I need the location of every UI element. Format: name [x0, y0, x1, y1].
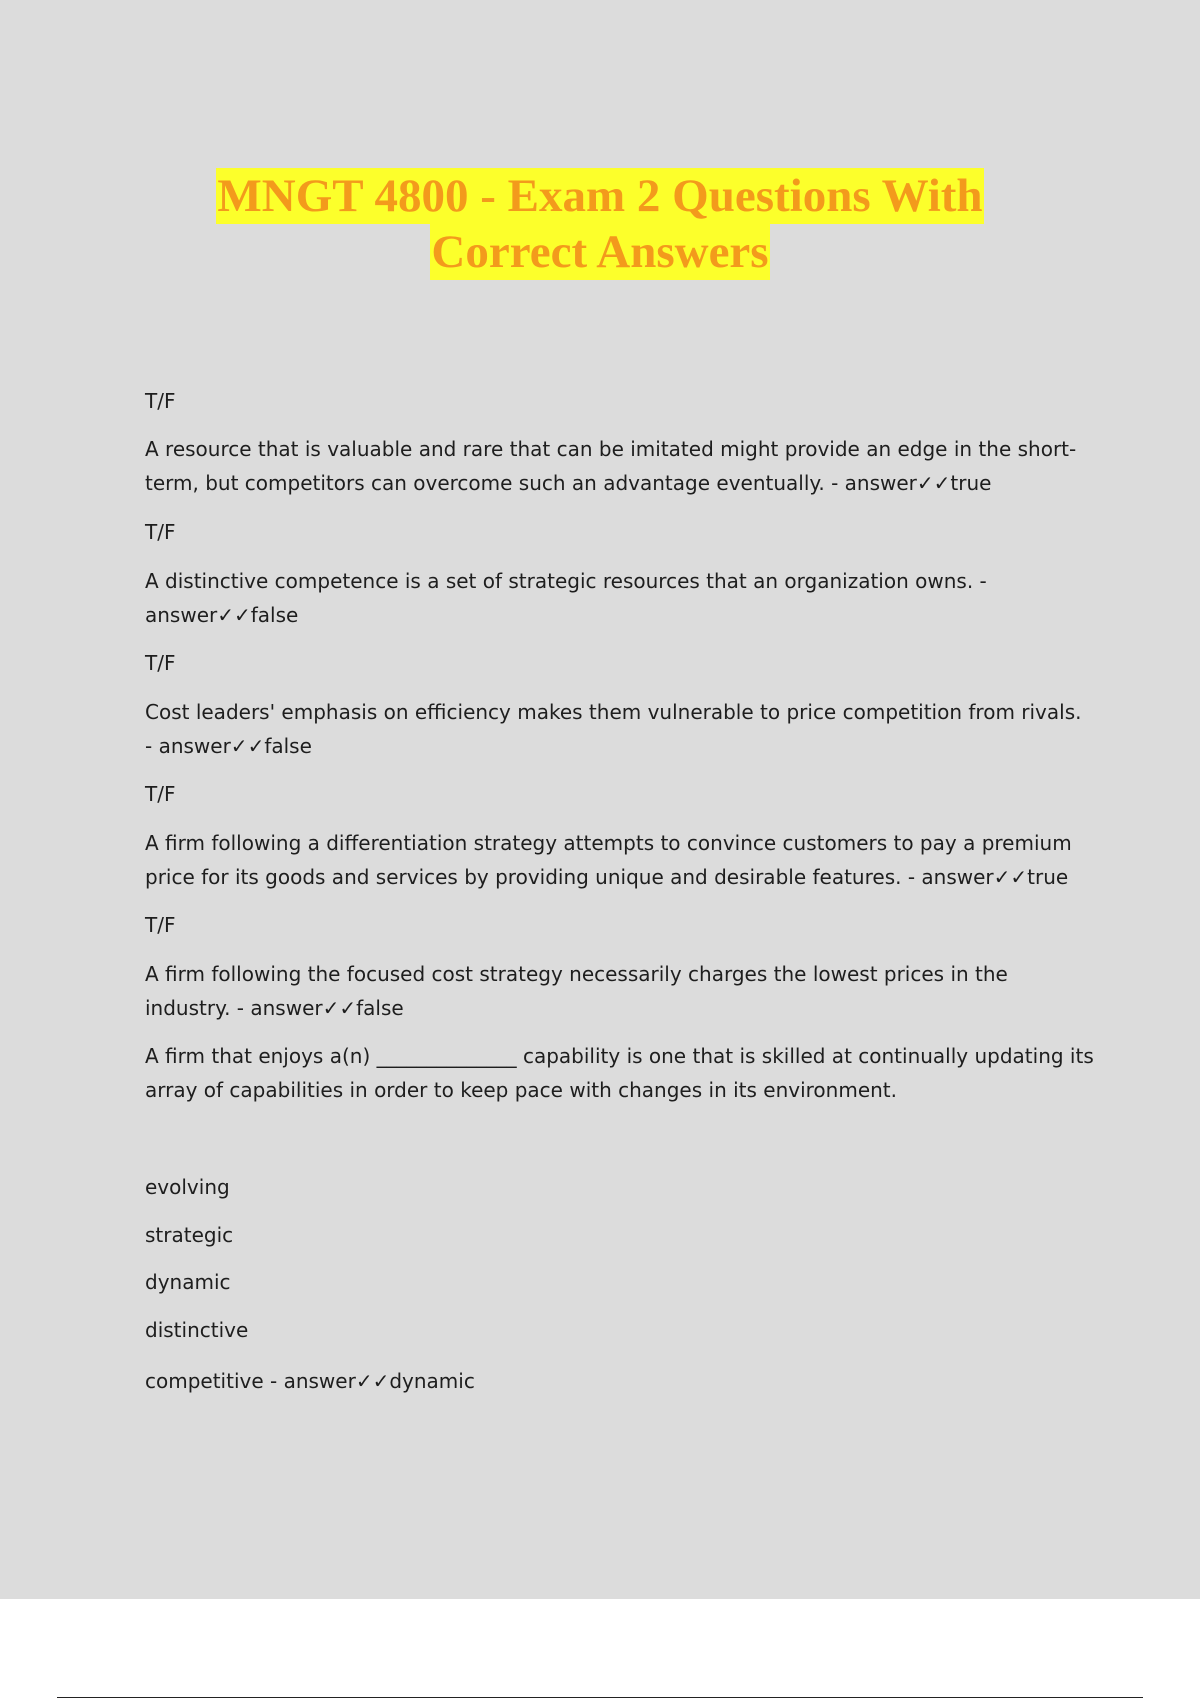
- title-line-2: Correct Answers: [431, 226, 769, 278]
- question-text: Cost leaders' emphasis on efficiency makes them vulnerable to price competition from rivals. - answer✓✓false: [145, 700, 1082, 758]
- question-type-label: T/F: [145, 782, 176, 806]
- answer-option: dynamic: [145, 1270, 231, 1294]
- question-text: A firm following the focused cost strategy necessarily charges the lowest prices in the industry. - answer✓✓false: [145, 962, 1008, 1020]
- question-type-label: T/F: [145, 389, 176, 413]
- question-text: A firm following a differentiation strategy attempts to convince customers to pay a premium price for its goods and services by providing unique and desirable features. - answer✓✓true: [145, 831, 1072, 889]
- title-line-1: MNGT 4800 - Exam 2 Questions With: [217, 170, 983, 222]
- answer-option: strategic: [145, 1223, 234, 1247]
- question-type-label: T/F: [145, 913, 176, 937]
- answer-option: competitive - answer✓✓dynamic: [145, 1369, 475, 1393]
- footer-divider: [57, 1697, 1143, 1698]
- answer-option: evolving: [145, 1175, 230, 1199]
- question-type-label: T/F: [145, 520, 176, 544]
- question-text: A resource that is valuable and rare that can be imitated might provide an edge in the short-term, but competitors can overcome such an advantage eventually. - answer✓✓true: [145, 437, 1077, 495]
- document-title: [0, 168, 1200, 280]
- question-text: A distinctive competence is a set of strategic resources that an organization owns. - answer✓✓false: [145, 569, 987, 627]
- answer-option: distinctive: [145, 1318, 249, 1342]
- question-type-label: T/F: [145, 651, 176, 675]
- question-text: A firm that enjoys a(n) ______________ capability is one that is skilled at continually updating its array of capabilities in order to keep pace with changes in its environment.: [145, 1044, 1094, 1102]
